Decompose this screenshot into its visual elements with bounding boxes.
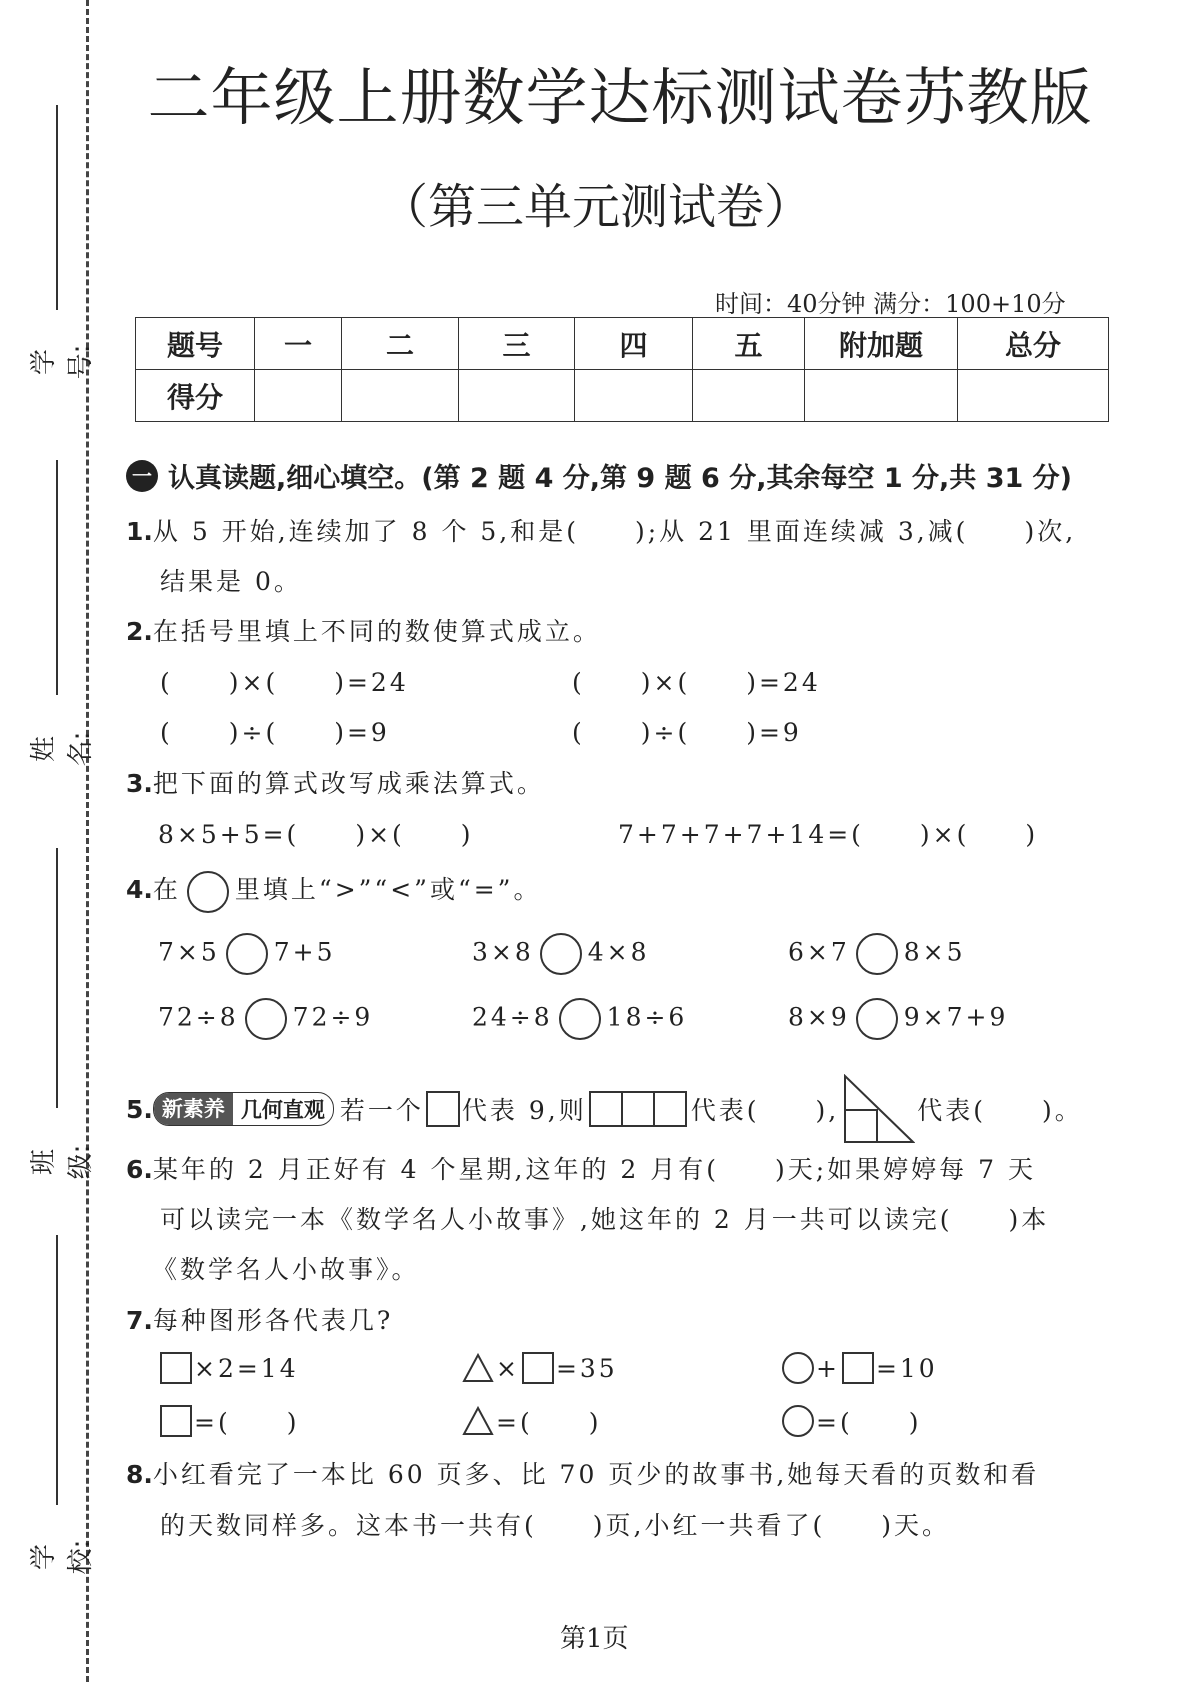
score-header-cell: 附加题	[805, 318, 958, 370]
score-row-label: 得分	[136, 370, 255, 422]
question-3	[126, 764, 545, 800]
question-5	[126, 1074, 1083, 1144]
question-text: 把下面的算式改写成乘法算式。	[152, 769, 545, 798]
comparison	[472, 933, 650, 975]
question-number: 5.	[126, 1094, 153, 1124]
comparison-right: 18÷6	[606, 1002, 688, 1032]
equation: 7+7+7+7+14=( )×( )	[618, 820, 1039, 849]
question-text-pre: 在	[152, 875, 181, 904]
question-number: 4.	[126, 875, 153, 904]
score-cell[interactable]	[255, 370, 342, 422]
question-1	[126, 512, 1076, 548]
binding-dashed-line	[86, 0, 89, 1682]
skill-tag	[153, 1092, 334, 1126]
section-number-badge: 一	[126, 460, 158, 492]
score-cell[interactable]	[342, 370, 459, 422]
triangle-icon	[462, 1406, 494, 1436]
score-table	[135, 317, 1109, 422]
comparison	[788, 933, 966, 975]
score-cell[interactable]	[459, 370, 575, 422]
question-text-post: 里填上“>”“<”或“=”。	[234, 875, 542, 904]
name-line	[56, 460, 58, 695]
class-line	[56, 848, 58, 1108]
question-number: 2.	[126, 617, 153, 646]
score-header-cell: 总分	[958, 318, 1109, 370]
square-icon	[160, 1405, 192, 1437]
score-header-cell: 一	[255, 318, 342, 370]
comparison-left: 6×7	[788, 937, 850, 967]
question-7	[126, 1301, 393, 1337]
question-text: 从 5 开始,连续加了 8 个 5,和是( );从 21 里面连续减 3,减( )次,	[152, 517, 1077, 546]
page-number: 第1页	[560, 1624, 629, 1654]
triangle-composite-icon	[841, 1074, 915, 1144]
compare-circle[interactable]	[245, 998, 287, 1040]
school-label: 学校:	[29, 1539, 96, 1575]
shape-equation	[780, 1352, 938, 1384]
comparison-right: 8×5	[903, 937, 966, 967]
question-text: 某年的 2 月正好有 4 个星期,这年的 2 月有( )天;如果婷婷每 7 天	[152, 1155, 1036, 1184]
student-id-label: 学号:	[29, 344, 96, 380]
comparison	[788, 998, 1008, 1040]
question-text: 在括号里填上不同的数使算式成立。	[152, 617, 601, 646]
comparison-right: 4×8	[587, 937, 650, 967]
question-text: 代表 9,则	[461, 1096, 587, 1125]
question-text: 若一个	[339, 1096, 424, 1125]
question-8-line2: 的天数同样多。这本书一共有( )页,小红一共看了( )天。	[160, 1511, 950, 1540]
score-header-cell: 三	[459, 318, 575, 370]
answer-blank[interactable]: =( )	[816, 1408, 922, 1437]
question-number: 3.	[126, 769, 153, 798]
question-6	[126, 1150, 1036, 1186]
comparison	[158, 933, 336, 975]
answer-blank[interactable]: =( )	[496, 1408, 602, 1437]
score-header-cell: 五	[693, 318, 805, 370]
square-icon	[522, 1352, 554, 1384]
score-table-score-row	[136, 370, 1109, 422]
name-label: 姓名:	[29, 731, 96, 767]
score-table-header-row	[136, 318, 1109, 370]
equation: ( )×( )=24	[572, 668, 821, 697]
shape-answer	[460, 1403, 601, 1439]
question-6-line2: 可以读完一本《数学名人小故事》,她这年的 2 月一共可以读完( )本	[160, 1205, 1050, 1234]
comparison-left: 8×9	[788, 1002, 850, 1032]
question-text: 代表( )。	[917, 1096, 1083, 1125]
comparison-right: 9×7+9	[903, 1002, 1009, 1032]
question-1-line2: 结果是 0。	[160, 567, 302, 596]
compare-circle[interactable]	[540, 933, 582, 975]
class-label: 班级:	[29, 1144, 96, 1180]
comparison-left: 7×5	[158, 937, 220, 967]
comparison-left: 24÷8	[472, 1002, 553, 1032]
question-number: 1.	[126, 517, 153, 546]
question-6-line3: 《数学名人小故事》。	[152, 1255, 420, 1284]
section-heading-text: 认真读题,细心填空。(第 2 题 4 分,第 9 题 6 分,其余每空 1 分,共 31 分)	[168, 463, 1073, 494]
compare-circle[interactable]	[856, 933, 898, 975]
compare-circle[interactable]	[226, 933, 268, 975]
score-header-cell: 四	[575, 318, 693, 370]
score-cell[interactable]	[693, 370, 805, 422]
equation-text: ×2=14	[194, 1353, 299, 1383]
circle-icon	[782, 1352, 814, 1384]
comparison-right: 7+5	[273, 937, 336, 967]
square-icon	[842, 1352, 874, 1384]
score-header-cell: 题号	[136, 318, 255, 370]
score-cell[interactable]	[805, 370, 958, 422]
comparison	[472, 998, 687, 1040]
score-cell[interactable]	[575, 370, 693, 422]
comparison-right: 72÷9	[292, 1002, 374, 1032]
question-text: 小红看完了一本比 60 页多、比 70 页少的故事书,她每天看的页数和看	[152, 1460, 1040, 1489]
comparison-left: 72÷8	[158, 1002, 239, 1032]
score-header-cell: 二	[342, 318, 459, 370]
skill-tag-primary: 新素养	[154, 1093, 233, 1125]
exam-meta: 时间：40分钟 满分：100+10分	[715, 290, 1066, 318]
question-number: 6.	[126, 1155, 153, 1184]
student-id-line	[56, 105, 58, 310]
answer-blank[interactable]: =( )	[194, 1408, 300, 1437]
comparison-left: 3×8	[472, 937, 534, 967]
score-cell[interactable]	[958, 370, 1109, 422]
equation: 8×5+5=( )×( )	[158, 820, 474, 849]
compare-circle[interactable]	[856, 998, 898, 1040]
school-line	[56, 1235, 58, 1505]
compare-circle[interactable]	[559, 998, 601, 1040]
question-text: 代表( ),	[690, 1096, 840, 1125]
shape-equation	[460, 1352, 618, 1384]
square-icon	[160, 1352, 192, 1384]
question-number: 8.	[126, 1460, 153, 1489]
circle-icon	[782, 1405, 814, 1437]
page-title: 二年级上册数学达标测试卷苏教版	[147, 61, 1093, 134]
question-4	[126, 870, 541, 913]
shape-answer	[158, 1403, 299, 1439]
equation: ( )÷( )=9	[160, 718, 390, 747]
equation-text: =35	[555, 1353, 618, 1383]
skill-tag-secondary: 几何直观	[240, 1098, 325, 1122]
equation: ( )×( )=24	[160, 668, 409, 697]
three-squares-icon	[591, 1091, 687, 1127]
shape-equation	[158, 1352, 299, 1384]
section-heading	[126, 456, 1072, 495]
page-subtitle: （第三单元测试卷）	[380, 179, 813, 235]
comparison	[158, 998, 373, 1040]
square-icon	[426, 1091, 460, 1127]
equation-text: =10	[875, 1353, 938, 1383]
equation: ( )÷( )=9	[572, 718, 802, 747]
shape-answer	[780, 1403, 921, 1439]
equation-text: +	[816, 1353, 840, 1383]
question-number: 7.	[126, 1306, 153, 1335]
question-text: 每种图形各代表几?	[152, 1306, 394, 1335]
question-8	[126, 1455, 1039, 1491]
circle-blank-icon	[187, 871, 229, 913]
equation-text: ×	[496, 1353, 520, 1383]
triangle-icon	[462, 1353, 494, 1383]
question-2	[126, 612, 601, 648]
